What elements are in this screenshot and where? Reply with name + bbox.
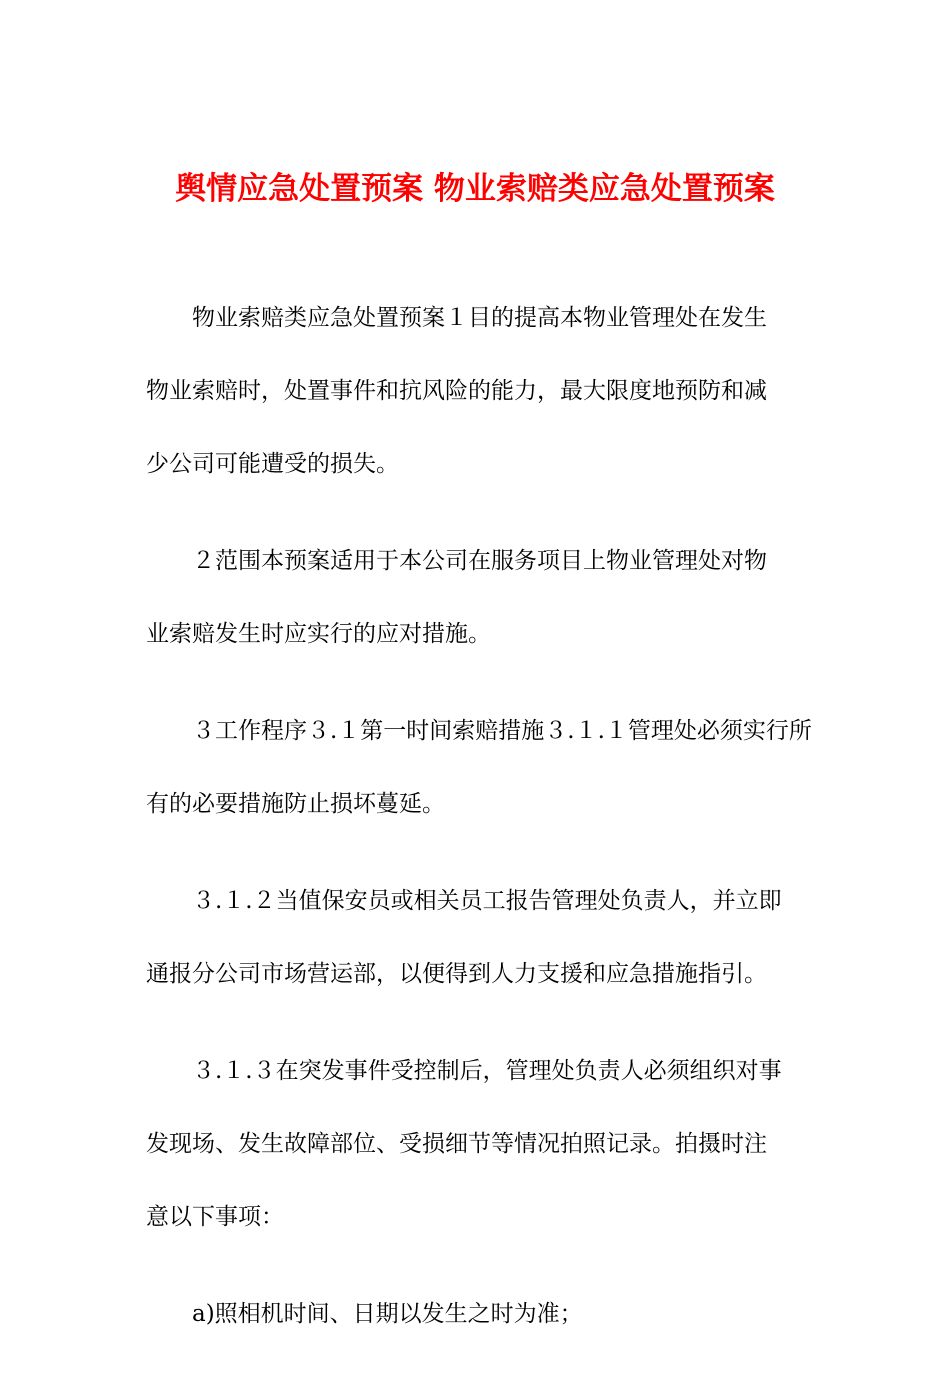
paragraph-line: 有的必要措施防止损坏蔓延。 [146,791,445,817]
document-body [146,282,812,1375]
paragraph-line: 物业索赔时，处置事件和抗风险的能力，最大限度地预防和减 [146,378,767,404]
paragraph-line: 发现场、发生故障部位、受损细节等情况拍照记录。拍摄时注 [146,1131,767,1157]
paragraph-scope [146,525,806,671]
paragraph-purpose [146,282,806,501]
paragraph-line: 通报分公司市场营运部，以便得到人力支援和应急措施指引。 [146,961,767,987]
paragraph-line: ３.１.３在突发事件受控制后，管理处负责人必须组织对事 [192,1058,782,1084]
paragraph-line: 业索赔发生时应实行的应对措施。 [146,621,491,647]
document-title: 舆情应急处置预案 物业索赔类应急处置预案 [175,170,775,207]
paragraph-photo-record [146,1035,806,1254]
paragraph-line: 少公司可能遭受的损失。 [146,451,399,477]
paragraph-report [146,865,806,1011]
paragraph-line: ３工作程序３.１第一时间索赔措施３.１.１管理处必须实行所 [192,718,812,744]
paragraph-line: ３.１.２当值保安员或相关员工报告管理处负责人，并立即 [192,888,782,914]
paragraph-item-a [146,1278,806,1351]
paragraph-line: ２范围本预案适用于本公司在服务项目上物业管理处对物 [192,548,767,574]
paragraph-line: 意以下事项： [146,1204,284,1230]
paragraph-line: a)照相机时间、日期以发生之时为准； [192,1301,583,1327]
paragraph-line: 物业索赔类应急处置预案１目的提高本物业管理处在发生 [192,305,767,331]
paragraph-procedure [146,695,812,841]
